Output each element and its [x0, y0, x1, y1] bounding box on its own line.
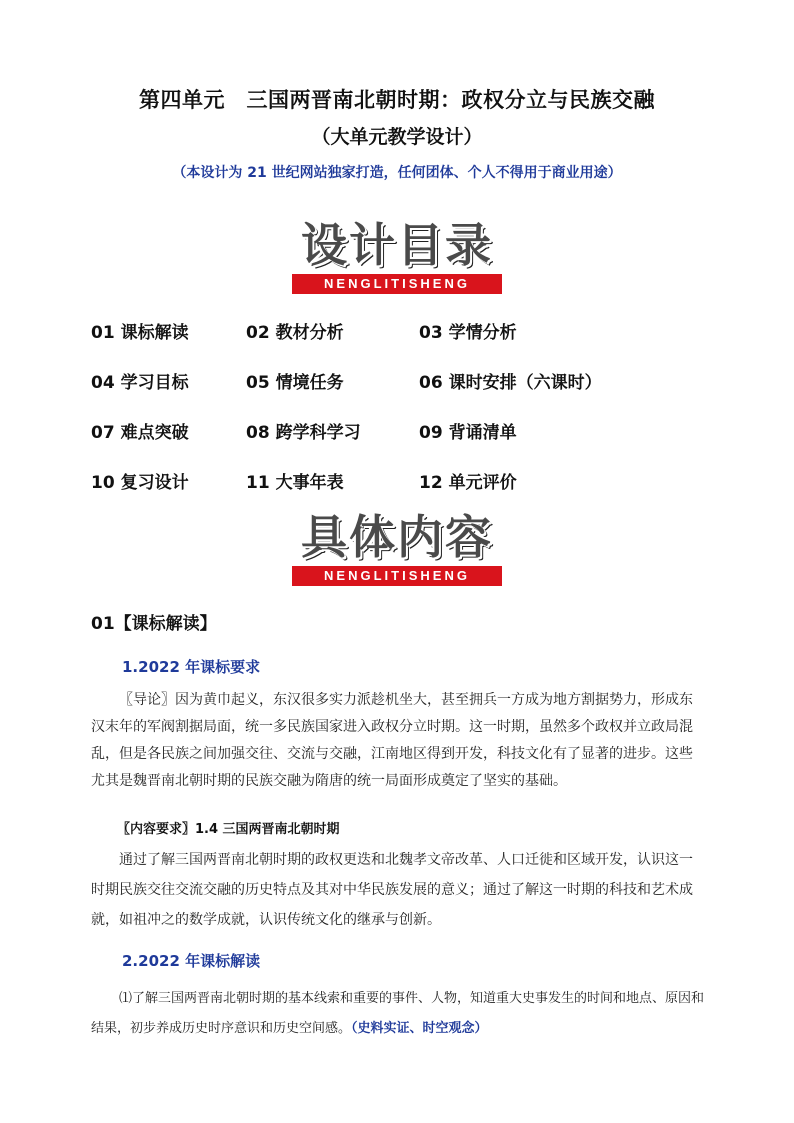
subsection-heading: 2.2022 年课标解读	[122, 952, 261, 970]
guide-tag: 〖导论〗	[119, 692, 175, 708]
toc-item: 06 课时安排（六课时）	[419, 373, 602, 393]
toc-logo-text: 设计目录	[301, 218, 493, 272]
toc-item: 09 背诵清单	[419, 423, 517, 443]
content-logo-bar: NENGLITISHENG	[292, 566, 502, 586]
content-logo-text: 具体内容	[301, 510, 493, 564]
toc-item: 03 学情分析	[419, 323, 517, 343]
subsection-heading: 1.2022 年课标要求	[122, 658, 261, 676]
toc-row	[91, 368, 731, 418]
toc-logo	[0, 216, 794, 294]
toc-item: 11 大事年表	[246, 473, 344, 493]
content-requirement-heading: 〖内容要求〗1.4 三国两晋南北朝时期	[117, 822, 340, 837]
document-title: 第四单元 三国两晋南北朝时期：政权分立与民族交融	[139, 88, 655, 112]
toc-item: 08 跨学科学习	[246, 423, 361, 443]
toc-logo-bar: NENGLITISHENG	[292, 274, 502, 294]
content-paragraph: 通过了解三国两晋南北朝时期的政权更迭和北魏孝文帝改革、人口迁徙和区域开发，认识这一时期民族交往交流交融的历史特点及其对中华民族发展的意义；通过了解这一时期的科技和艺术成就，如祖冲之的数学成就，认识传统文化的继承与创新。	[91, 852, 693, 928]
copyright-notice: （本设计为 21 世纪网站独家打造，任何团体、个人不得用于商业用途）	[172, 165, 622, 181]
document-subtitle: （大单元教学设计）	[311, 126, 483, 148]
toc-item: 04 学习目标	[91, 373, 189, 393]
interpretation-text: ⑴了解三国两晋南北朝时期的基本线索和重要的事件、人物，知道重大史事发生的时间和地点、原因和结果，初步养成历史时序意识和历史空间感。	[91, 991, 705, 1036]
toc-item: 02 教材分析	[246, 323, 344, 343]
interpretation-item	[91, 984, 706, 1044]
guide-paragraph	[91, 687, 706, 795]
section-heading: 01【课标解读】	[91, 614, 217, 634]
content-logo	[0, 508, 794, 586]
toc-row	[91, 318, 731, 368]
toc-item: 07 难点突破	[91, 423, 189, 443]
toc-row	[91, 418, 731, 468]
toc-item: 12 单元评价	[419, 473, 517, 493]
toc-item: 01 课标解读	[91, 323, 189, 343]
toc-item: 05 情境任务	[246, 373, 344, 393]
table-of-contents	[91, 318, 731, 518]
guide-text: 因为黄巾起义，东汉很多实力派趁机坐大，甚至拥兵一方成为地方割据势力，形成东汉末年的军阀割据局面，统一多民族国家进入政权分立时期。这一时期，虽然多个政权并立政局混乱，但是各民族之间加强交往、交流与交融，江南地区得到开发，科技文化有了显著的进步。这些尤其是魏晋南北朝时期的民族交融为隋唐的统一局面形成奠定了坚实的基础。	[91, 692, 693, 789]
toc-item: 10 复习设计	[91, 473, 189, 493]
core-literacy-tag: （史料实证、时空观念）	[351, 1021, 488, 1036]
